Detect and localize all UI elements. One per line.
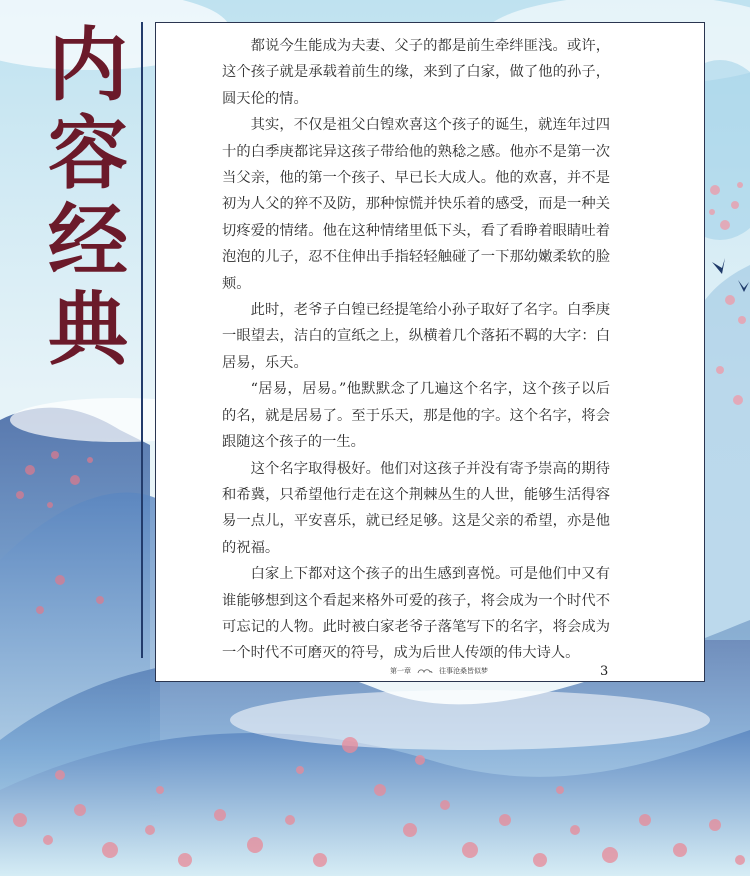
footer-chapter-title: 往事沧桑皆似梦 <box>439 667 488 675</box>
cloud-ornament-icon <box>417 667 433 675</box>
title-char: 容 <box>48 107 128 200</box>
page-text <box>222 33 610 667</box>
page-number: 3 <box>600 664 609 679</box>
paragraph: 其实，不仅是祖父白锽欢喜这个孩子的诞生，就连年过四十的白季庚都诧异这孩子带给他的熟稔之感。他亦不是第一次当父亲，他的第一个孩子、早已长大成人。他的欢喜，并不是初为人父的猝不及防，那种惊慌并快乐着的感受，而是一种关切疼爱的情绪。他在这种情绪里低下头，看了看睁着眼睛吐着泡泡的儿子，忍不住伸出手指轻轻触碰了一下那幼嫩柔软的脸颊。 <box>222 117 610 292</box>
page-footer <box>390 666 488 676</box>
title-char: 经 <box>48 195 128 288</box>
book-page <box>155 22 705 682</box>
section-title <box>44 19 132 376</box>
title-char: 内 <box>48 19 128 112</box>
title-char: 典 <box>48 283 128 376</box>
footer-chapter: 第一章 <box>390 667 411 675</box>
paragraph: 都说今生能成为夫妻、父子的都是前生牵绊匪浅。或许，这个孩子就是承载着前生的缘，来到了白家，做了他的孙子，圆天伦的情。 <box>222 38 610 107</box>
paragraph: 这个名字取得极好。他们对这孩子并没有寄予崇高的期待和希冀，只希望他行走在这个荆棘丛生的人世，能够生活得容易一点儿，平安喜乐，就已经足够。这是父亲的希望，亦是他的祝福。 <box>222 460 610 556</box>
paragraph: 此时，老爷子白锽已经提笔给小孙子取好了名字。白季庚一眼望去，洁白的宣纸之上，纵横着几个落拓不羁的大字：白居易，乐天。 <box>222 302 610 371</box>
paragraph: “居易，居易。”他默默念了几遍这个名字，这个孩子以后的名，就是居易了。至于乐天，那是他的字。这个名字，将会跟随这个孩子的一生。 <box>222 381 610 451</box>
paragraph: 白家上下都对这个孩子的出生感到喜悦。可是他们中又有谁能够想到这个看起来格外可爱的孩子，将会成为一个时代不可忘记的人物。此时被白家老爷子落笔写下的名字，将会成为一个时代不可磨灭的符号，成为后世人传颂的伟大诗人。 <box>222 566 610 662</box>
title-divider <box>141 22 143 658</box>
